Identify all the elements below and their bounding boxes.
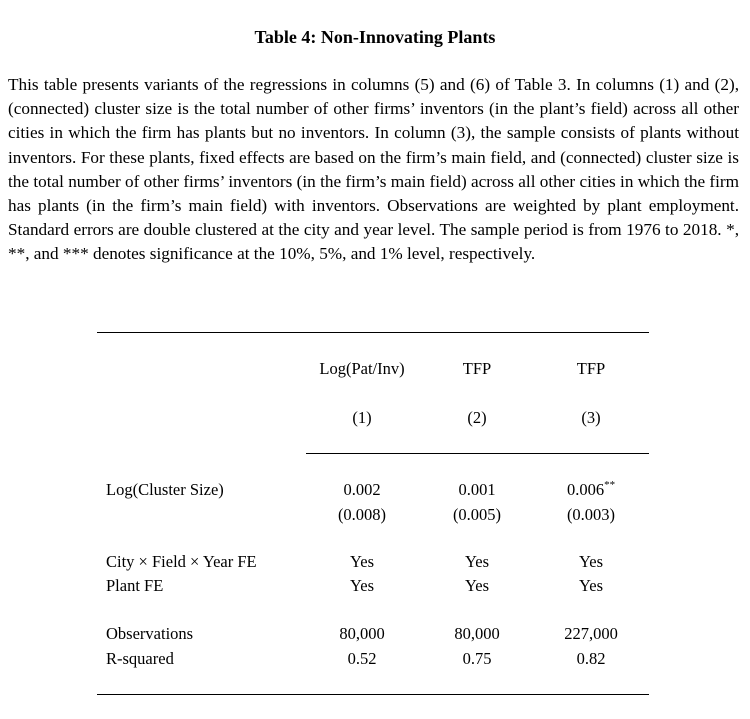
- table-title: Table 4: Non-Innovating Plants: [254, 27, 496, 47]
- row-label-observations: Observations: [106, 624, 194, 643]
- coef-3: 0.006**: [566, 478, 616, 499]
- column-header-1: Log(Pat/Inv): [319, 359, 405, 378]
- column-number-1: (1): [352, 408, 372, 427]
- row-label-city-field-year-fe: City × Field × Year FE: [106, 552, 257, 571]
- coef-2: 0.001: [458, 480, 496, 499]
- header-rule: [306, 453, 649, 454]
- se-3: (0.003): [566, 505, 616, 524]
- r-squared-3: 0.82: [576, 649, 606, 668]
- coef-1: 0.002: [343, 480, 381, 499]
- bottom-rule: [97, 694, 649, 695]
- fe-city-value-1: Yes: [349, 552, 374, 571]
- observations-1: 80,000: [339, 624, 385, 643]
- column-number-3: (3): [581, 408, 601, 427]
- row-label-r-squared: R-squared: [106, 649, 174, 668]
- row-label-cluster-size: Log(Cluster Size): [106, 480, 224, 499]
- observations-3: 227,000: [564, 624, 618, 643]
- column-header-3: TFP: [576, 359, 606, 378]
- fe-city-value-2: Yes: [464, 552, 489, 571]
- observations-2: 80,000: [454, 624, 500, 643]
- r-squared-1: 0.52: [347, 649, 377, 668]
- fe-plant-value-1: Yes: [349, 576, 374, 595]
- se-1: (0.008): [337, 505, 387, 524]
- fe-city-value-3: Yes: [578, 552, 603, 571]
- fe-plant-value-3: Yes: [578, 576, 603, 595]
- fe-plant-value-2: Yes: [464, 576, 489, 595]
- r-squared-2: 0.75: [462, 649, 492, 668]
- row-label-plant-fe: Plant FE: [106, 576, 164, 595]
- table-caption: This table presents variants of the regressions in columns (5) and (6) of Table 3. In columns (1) and (2), (connected) cluster size is the total number of other firms’ inventors (in the plant’s field) across all other cities in which the firm has plants but no inventors. In column (3), the sample consists of plants without inventors. For these plants, fixed effects are based on the firm’s main field, and (connected) cluster size is the total number of other firms’ inventors (in the firm’s main field) across all other cities in which the firm has plants (in the firm’s main field) with inventors. Observations are weighted by plant employment. Standard errors are double clustered at the city and year level. The sample period is from 1976 to 2018. *, **, and *** denotes significance at the 10%, 5%, and 1% level, respectively.: [8, 75, 739, 264]
- column-header-2: TFP: [462, 359, 492, 378]
- top-rule: [97, 332, 649, 333]
- se-2: (0.005): [452, 505, 502, 524]
- column-number-2: (2): [467, 408, 487, 427]
